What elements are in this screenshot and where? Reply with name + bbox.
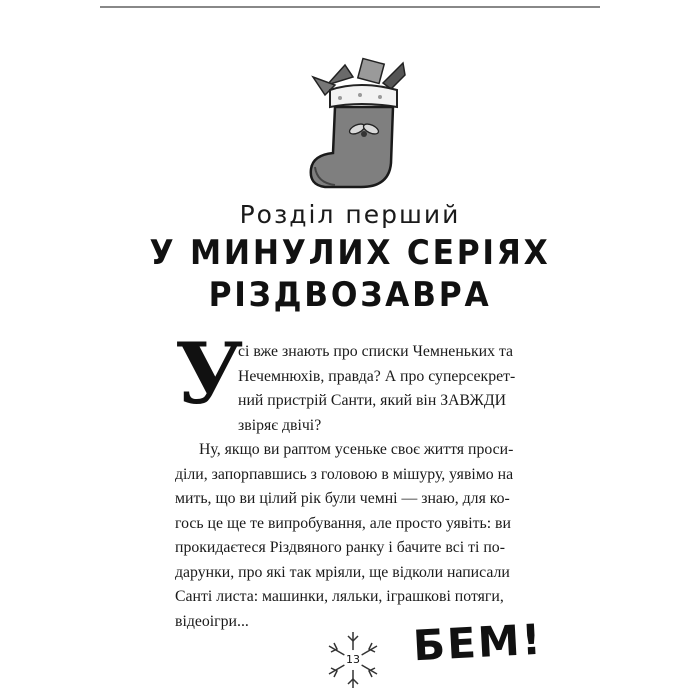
body-line: Ну, якщо ви раптом усеньке своє життя проси- [199, 441, 514, 458]
page-number-ornament [323, 630, 383, 690]
chapter-title-line-2: РІЗДВОЗАВРА [208, 275, 492, 315]
page-number: 13 [343, 650, 363, 670]
chapter-title-line-1: У МИНУЛИХ СЕРІЯХ [149, 233, 551, 273]
body-line: Нечемнюхів, правда? А про суперсекрет- [238, 367, 516, 385]
body-line: Санті листа: машинки, ляльки, іграшкові потяги, [175, 588, 504, 605]
top-divider [100, 6, 600, 8]
body-line: ний пристрій Санти, який він ЗАВЖДИ [238, 392, 507, 409]
chapter-title [28, 232, 672, 316]
body-line: прокидаєтеся Різдвяного ранку і бачите всі ті по- [175, 539, 505, 556]
body-text [175, 340, 545, 634]
chapter-label: Розділ перший [239, 200, 461, 229]
body-line: гось це ще те випробування, але просто уявіть: ви [175, 514, 511, 532]
body-line: мить, що ви цілий рік були чемні — знаю, для ко- [175, 490, 510, 507]
sound-effect-text: БЕМ! [411, 614, 544, 671]
body-line: дарунки, про які так мріяли, ще відколи написали [175, 563, 510, 581]
drop-cap: У [175, 324, 244, 423]
body-line: звіряє двічі? [238, 416, 322, 434]
christmas-stocking-icon [305, 55, 415, 195]
body-line: діли, запорпавшись з головою в мішуру, уявімо на [175, 465, 514, 483]
body-line: відеоігри... [175, 612, 249, 630]
body-line: сі вже знають про списки Чемненьких та [238, 343, 514, 360]
